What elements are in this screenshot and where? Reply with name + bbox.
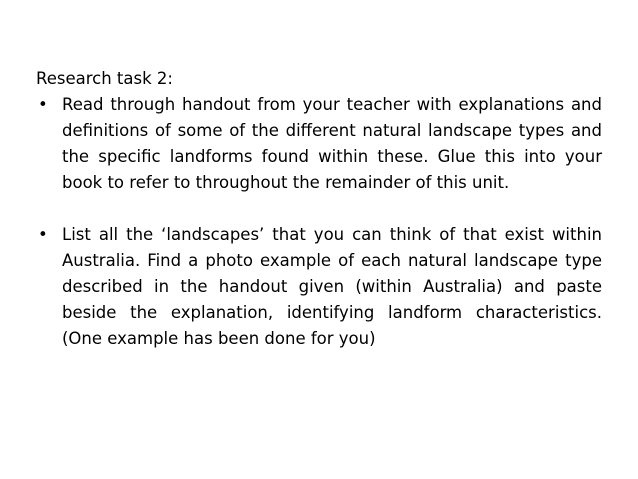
bullet-icon: • bbox=[38, 95, 48, 114]
bullet-icon: • bbox=[38, 225, 48, 244]
bullet-text-landscapes: List all the ‘landscapes’ that you can think of that exist within Australia. Find a photo example of each natural landscape type described in the handout given (within Australia) and paste beside the explanation, identifying landform characteristics. (One example has been done for you) bbox=[62, 225, 602, 348]
bullet-item-landscapes bbox=[36, 222, 602, 352]
task-heading: Research task 2: bbox=[36, 69, 173, 88]
slide-content bbox=[36, 66, 602, 352]
bullet-text-handout: Read through handout from your teacher with explanations and definitions of some of the different natural landscape types and the specific landforms found within these. Glue this into your book to refer to throughout the remainder of this unit. bbox=[62, 95, 602, 192]
bullet-list bbox=[36, 92, 602, 352]
bullet-item-handout bbox=[36, 92, 602, 196]
